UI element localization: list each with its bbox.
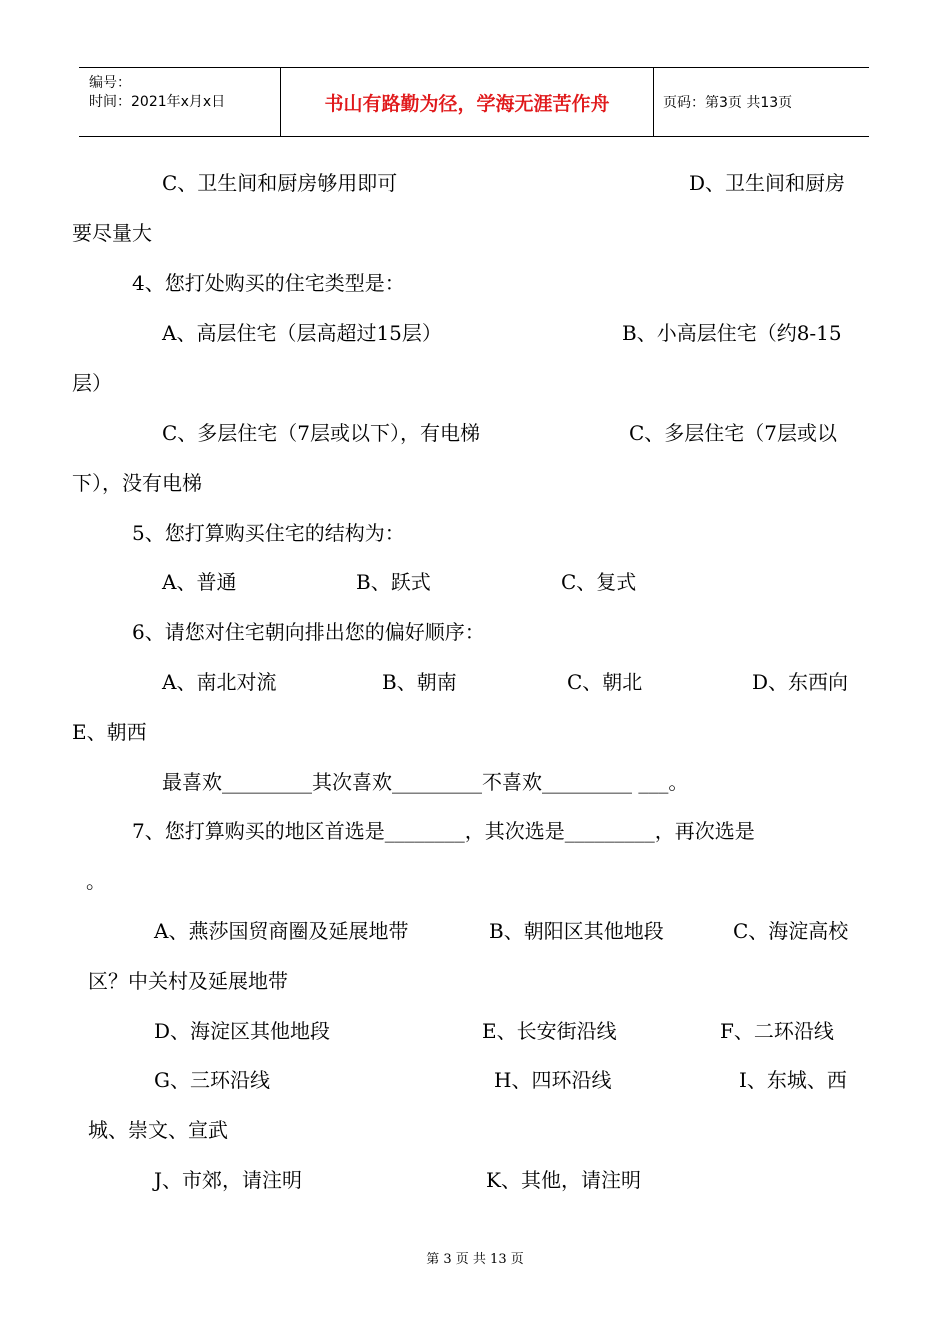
option-text: 区？中关村及延展地带 (88, 969, 288, 993)
option-text: A、高层住宅（层高超过15层） (162, 321, 442, 345)
number-label: 编号： (89, 75, 131, 91)
footer-page-number: 第 3 页 共 13 页 (426, 1252, 524, 1267)
option-text: D、海淀区其他地段 (154, 1019, 331, 1043)
option-text: 要尽量大 (72, 221, 152, 245)
option-text: B、小高层住宅（约8-15 (622, 321, 842, 345)
page-footer (0, 1248, 950, 1267)
option-text: F、二环沿线 (720, 1019, 834, 1043)
question-text: 6、请您对住宅朝向排出您的偏好顺序： (132, 620, 485, 644)
question-text: 。 (86, 869, 106, 893)
header-meta (79, 68, 281, 136)
option-text: K、其他，请注明 (486, 1168, 641, 1192)
option-text: A、燕莎国贸商圈及延展地带 (154, 919, 409, 943)
option-text: C、海淀高校 (733, 919, 849, 943)
header-page-info: 页码：第3页 共13页 (663, 95, 793, 111)
option-text: C、多层住宅（7层或以 (629, 421, 838, 445)
option-text: H、四环沿线 (494, 1068, 612, 1092)
option-text: D、东西向 (752, 670, 849, 694)
option-text: C、多层住宅（7层或以下），有电梯 (162, 421, 481, 445)
option-text: I、东城、西 (739, 1068, 847, 1092)
option-text: C、复式 (561, 570, 637, 594)
time-label: 时间：2021年x月x日 (89, 94, 226, 110)
option-text: E、朝西 (72, 720, 147, 744)
option-text: A、南北对流 (162, 670, 277, 694)
option-text: E、长安街沿线 (482, 1019, 617, 1043)
option-text: 城、崇文、宣武 (88, 1118, 228, 1142)
question-text: 7、您打算购买的地区首选是________，其次选是_________，再次选是 (132, 819, 755, 843)
option-text: C、卫生间和厨房够用即可 (162, 171, 398, 195)
option-text: D、卫生间和厨房 (689, 171, 846, 195)
option-text: B、朝阳区其他地段 (489, 919, 664, 943)
question-text: 5、您打算购买住宅的结构为： (132, 521, 405, 545)
fill-in-line: 最喜欢_________其次喜欢_________不喜欢_________ ___。 (162, 770, 689, 794)
option-text: 下），没有电梯 (72, 471, 202, 495)
header-motto: 书山有路勤为径，学海无涯苦作舟 (281, 68, 654, 136)
option-text: G、三环沿线 (154, 1068, 270, 1092)
option-text: A、普通 (162, 570, 237, 594)
option-text: B、朝南 (382, 670, 457, 694)
option-text: C、朝北 (567, 670, 643, 694)
question-text: 4、您打处购买的住宅类型是： (132, 271, 405, 295)
option-text: J、市郊，请注明 (154, 1168, 303, 1192)
option-text: B、跃式 (356, 570, 431, 594)
option-text: 层） (72, 371, 112, 395)
page-header (79, 67, 869, 137)
